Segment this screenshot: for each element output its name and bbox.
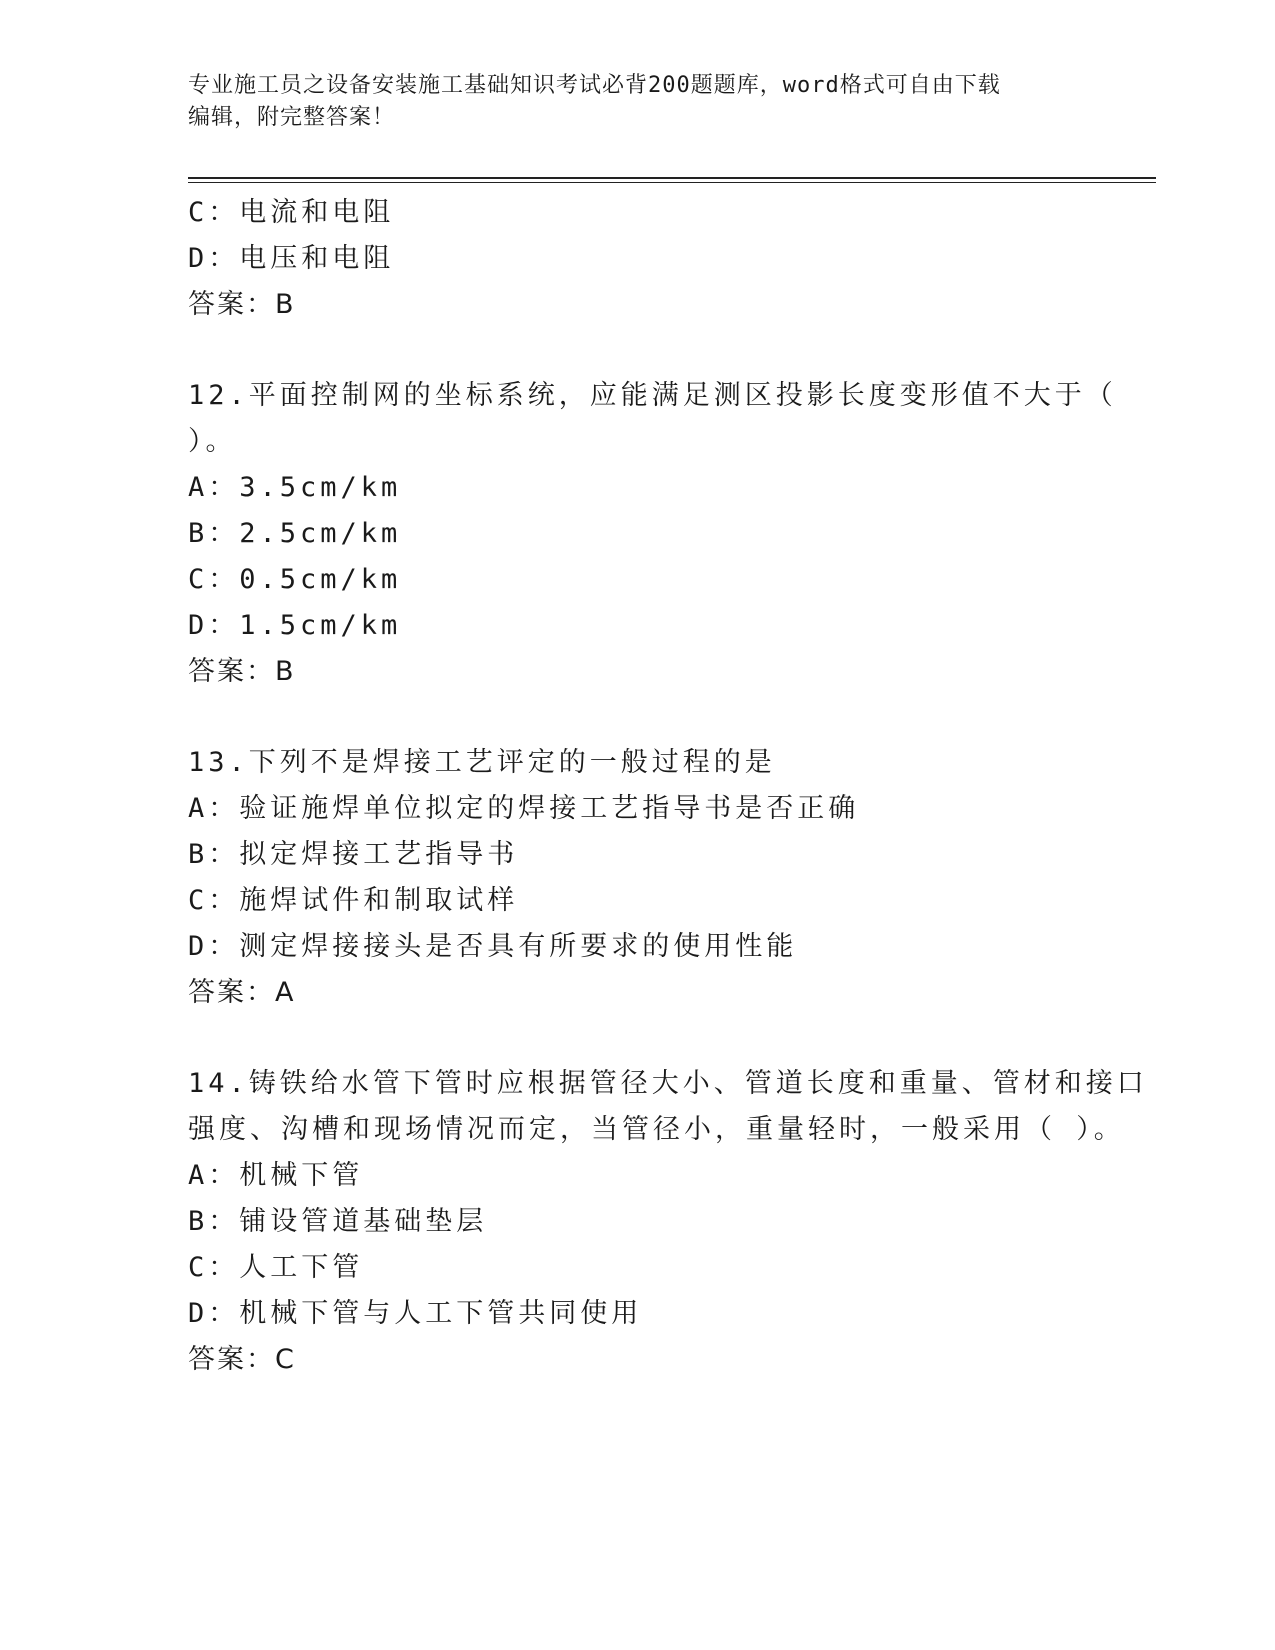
question-12 xyxy=(188,373,1117,695)
answer-line: 答案：C xyxy=(188,1344,296,1375)
option-c: C：电流和电阻 xyxy=(188,197,395,228)
option-d: D：测定焊接接头是否具有所要求的使用性能 xyxy=(188,931,798,962)
question-stem: 12.平面控制网的坐标系统，应能满足测区投影长度变形值不大于（ xyxy=(188,380,1117,411)
option-d: D：电压和电阻 xyxy=(188,243,395,274)
header-divider-thin xyxy=(188,182,1156,183)
header-line-1: 专业施工员之设备安装施工基础知识考试必背200题题库，word格式可自由下载 xyxy=(188,73,1001,98)
option-d: D：1.5cm/km xyxy=(188,610,402,641)
document-header xyxy=(188,70,1078,134)
question-list xyxy=(188,190,1148,1383)
prev-question-tail xyxy=(188,190,1088,328)
answer-line: 答案：A xyxy=(188,977,296,1008)
option-a: A：机械下管 xyxy=(188,1160,364,1191)
answer-line: 答案：B xyxy=(188,656,296,687)
option-d: D：机械下管与人工下管共同使用 xyxy=(188,1298,643,1329)
option-c: C：0.5cm/km xyxy=(188,564,402,595)
question-14 xyxy=(188,1061,1148,1383)
option-a: A：验证施焊单位拟定的焊接工艺指导书是否正确 xyxy=(188,793,860,824)
question-13 xyxy=(188,740,1088,1016)
option-b: B：铺设管道基础垫层 xyxy=(188,1206,488,1237)
header-divider-thick xyxy=(188,177,1156,179)
question-stem: 强度、沟槽和现场情况而定，当管径小，重量轻时，一般采用（ ）。 xyxy=(188,1114,1125,1145)
option-a: A：3.5cm/km xyxy=(188,472,402,503)
option-c: C：人工下管 xyxy=(188,1252,364,1283)
question-stem: ）。 xyxy=(188,426,237,457)
question-stem: 14.铸铁给水管下管时应根据管径大小、管道长度和重量、管材和接口 xyxy=(188,1068,1148,1099)
header-line-2: 编辑，附完整答案！ xyxy=(188,105,396,130)
option-b: B：拟定焊接工艺指导书 xyxy=(188,839,519,870)
question-stem: 13.下列不是焊接工艺评定的一般过程的是 xyxy=(188,747,776,778)
option-c: C：施焊试件和制取试样 xyxy=(188,885,519,916)
answer-line: 答案：B xyxy=(188,289,296,320)
option-b: B：2.5cm/km xyxy=(188,518,402,549)
